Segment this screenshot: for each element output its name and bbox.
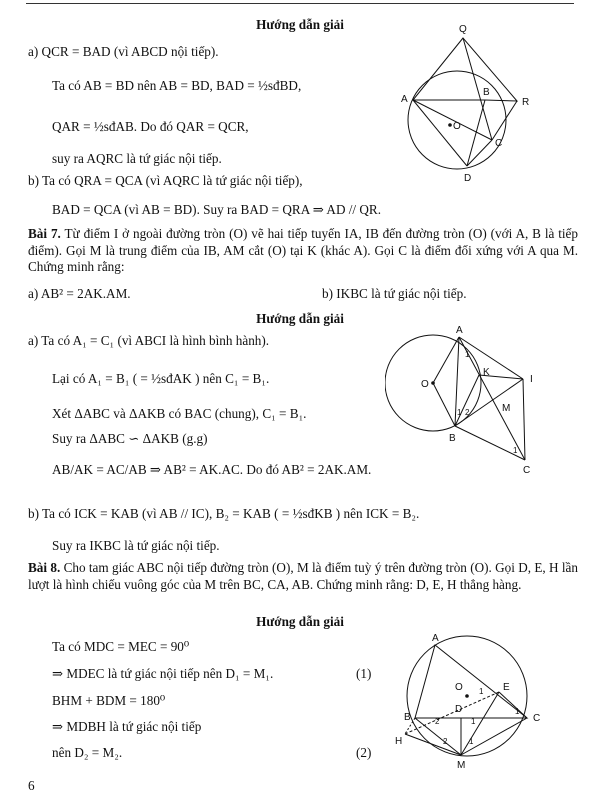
bai7-part-b: b) IKBC là tứ giác nội tiếp. — [322, 286, 467, 301]
fig3-label-a: A — [432, 633, 439, 644]
bai8-line-2: ⇒ MDEC là tứ giác nội tiếp nên D₁ = M₁. — [52, 666, 274, 681]
fig3-angle-d2: 2 — [435, 717, 440, 726]
figure-2-tangents — [385, 325, 550, 475]
fig2-angle-b2: 2 — [465, 408, 470, 417]
bai7-line-4: Suy ra ΔABC ∽ ΔAKB (g.g) — [52, 431, 208, 446]
bai7-line-2: Lại có A₁ = B₁ ( = ½sđAK ) nên C₁ = B₁. — [52, 371, 270, 386]
fig2-label-o: O — [421, 379, 429, 390]
fig2-angle-b1: 1 — [457, 408, 462, 417]
fig1-label-c: C — [495, 138, 503, 149]
page-number: 6 — [28, 778, 35, 793]
fig3-label-c: C — [533, 713, 541, 724]
fig2-label-b: B — [449, 433, 456, 444]
bai7-part-a: a) AB² = 2AK.AM. — [28, 286, 131, 301]
fig2-angle-c1: 1 — [513, 446, 518, 455]
figure-3-simson-line — [395, 632, 565, 772]
section-heading-2: Hướng dẫn giải — [256, 311, 344, 326]
figure-1-quadrilateral — [395, 18, 575, 188]
fig3-angle-m1: 1 — [469, 737, 474, 746]
bai7-line-7: Suy ra IKBC là tứ giác nội tiếp. — [52, 538, 220, 553]
fig2-angle-a1: 1 — [465, 350, 470, 359]
bai7-line-1: a) Ta có A₁ = C₁ (vì ABCI là hình bình hành). — [28, 333, 270, 348]
fig3-label-e: E — [503, 682, 510, 693]
fig2-label-a: A — [456, 325, 463, 336]
sec1-line-5: b) Ta có QRA = QCA (vì AQRC là tứ giác nội tiếp), — [28, 173, 303, 188]
bai8-line-5: nên D₂ = M₂. — [52, 745, 123, 760]
bai7-line-3: Xét ΔABC và ΔAKB có BAC (chung), C₁ = B₁. — [52, 406, 307, 421]
section-heading-3: Hướng dẫn giải — [256, 614, 344, 629]
bai8-line-1: Ta có MDC = MEC = 90⁰ — [52, 639, 190, 654]
fig2-label-c: C — [523, 465, 531, 475]
fig3-angle-e1: 1 — [479, 687, 484, 696]
fig3-label-m: M — [457, 760, 466, 771]
top-rule — [26, 3, 574, 4]
bai7-text: Từ điểm I ở ngoài đường tròn (O) vẽ hai tiếp tuyến IA, IB đến đường tròn (O) (với A, B là tiếp điểm). Gọi M là trung điểm của IB, AM cắt (O) tại K (khác A). Gọi C là điểm đối xứng với A qua M. Chứng minh rằng: — [28, 226, 579, 274]
bai8-line-3: BHM + BDM = 180⁰ — [52, 693, 166, 708]
section-heading-1: Hướng dẫn giải — [256, 17, 344, 32]
fig2-label-m: M — [502, 403, 511, 414]
fig2-label-k: K — [483, 367, 490, 378]
bai8-line-4: ⇒ MDBH là tứ giác nội tiếp — [52, 719, 202, 734]
sec1-line-2: Ta có AB = BD nên AB = BD, BAD = ½sđBD, — [52, 78, 302, 93]
fig3-label-d: D — [455, 704, 463, 715]
fig3-label-b: B — [404, 712, 411, 723]
fig1-label-a: A — [401, 94, 408, 105]
fig1-label-r: R — [522, 97, 530, 108]
fig1-label-d: D — [464, 173, 472, 184]
fig3-angle-m2: 2 — [443, 737, 448, 746]
fig2-label-i: I — [530, 374, 533, 385]
sec1-line-3: QAR = ½sđAB. Do đó QAR = QCR, — [52, 119, 249, 134]
sec1-line-4: suy ra AQRC là tứ giác nội tiếp. — [52, 151, 222, 166]
fig1-label-q: Q — [459, 24, 467, 35]
bai8-eq-2: (2) — [356, 745, 372, 760]
bai8-text: Cho tam giác ABC nội tiếp đường tròn (O), M là điểm tuỳ ý trên đường tròn (O). Gọi D, E, H lần lượt là hình chiếu vuông góc của M trên BC, CA, AB. Chứng minh rằng: D, E, H thẳng hàng. — [28, 560, 578, 592]
bai7-line-6: b) Ta có ICK = KAB (vì AB // IC), B₂ = KAB ( = ½sđKB ) nên ICK = B₂. — [28, 506, 420, 521]
sec1-line-1: a) QCR = BAD (vì ABCD nội tiếp). — [28, 44, 219, 59]
fig3-angle-c1: 1 — [515, 707, 520, 716]
fig3-label-h: H — [395, 736, 403, 747]
fig1-label-o: O — [453, 121, 461, 132]
bai8-eq-1: (1) — [356, 666, 372, 681]
fig1-label-b: B — [483, 87, 490, 98]
bai7-title: Bài 7. — [28, 226, 61, 241]
fig3-label-o: O — [455, 682, 463, 693]
bai8-statement — [28, 560, 578, 593]
bai7-line-5: AB/AK = AC/AB ⇒ AB² = AK.AC. Do đó AB² = 2AK.AM. — [52, 462, 372, 477]
bai7-statement — [28, 226, 578, 276]
fig3-angle-d1: 1 — [471, 717, 476, 726]
bai8-title: Bài 8. — [28, 560, 61, 575]
sec1-line-6: BAD = QCA (vì AB = BD). Suy ra BAD = QRA ⇒ AD // QR. — [52, 202, 382, 217]
